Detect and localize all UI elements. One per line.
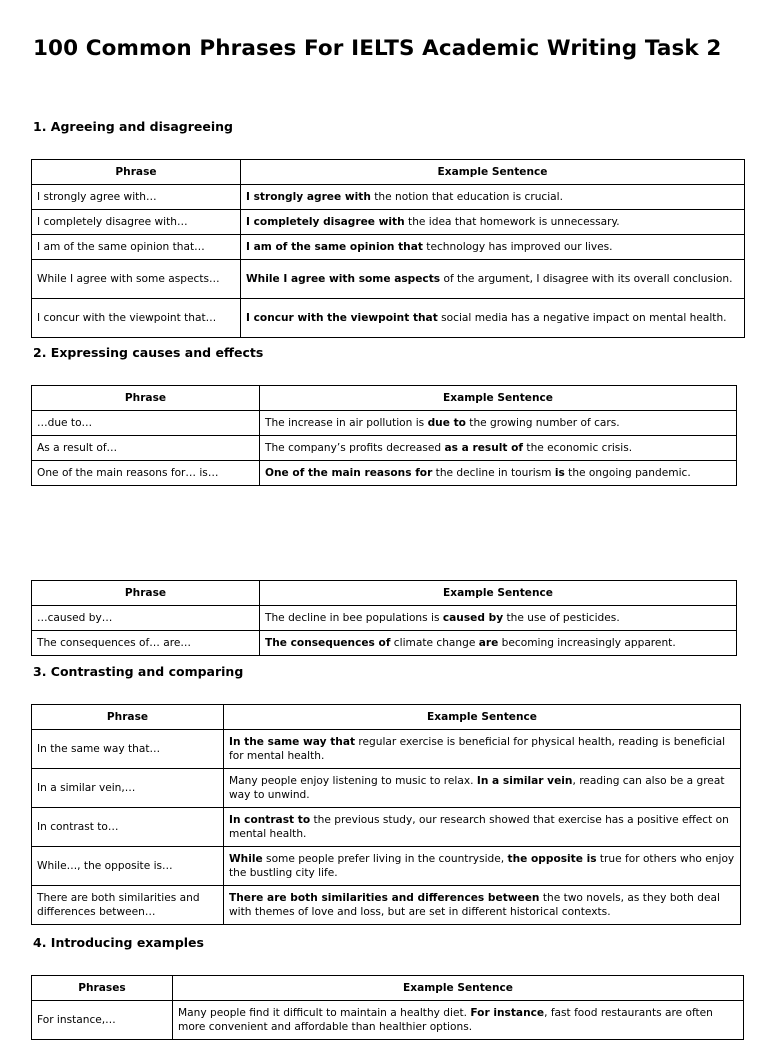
- phrase-cell: For instance,…: [32, 1001, 173, 1040]
- table-row: [32, 1001, 744, 1040]
- phrase-cell: I completely disagree with…: [32, 210, 241, 235]
- example-sentence-cell: The increase in air pollution is due to the growing number of cars.: [260, 411, 737, 436]
- key-phrase: the opposite is: [507, 853, 597, 865]
- key-phrase: I strongly agree with: [246, 191, 371, 203]
- example-sentence-cell: I am of the same opinion that technology has improved our lives.: [241, 235, 745, 260]
- phrase-cell: In a similar vein,…: [32, 769, 224, 808]
- table-row: [32, 769, 741, 808]
- phrase-cell: …due to…: [32, 411, 260, 436]
- table-row: [32, 631, 737, 656]
- example-sentence-cell: The consequences of climate change are becoming increasingly apparent.: [260, 631, 737, 656]
- key-phrase: are: [478, 637, 499, 649]
- key-phrase: due to: [427, 417, 466, 429]
- header-example-sentence: Example Sentence: [260, 386, 737, 411]
- key-phrase: One of the main reasons for: [265, 467, 433, 479]
- table-row: [32, 411, 737, 436]
- key-phrase: as a result of: [444, 442, 524, 454]
- phrase-cell: I am of the same opinion that…: [32, 235, 241, 260]
- table-row: [32, 235, 745, 260]
- page-title: 100 Common Phrases For IELTS Academic Writing Task 2: [33, 36, 722, 61]
- table-header-row: [32, 160, 745, 185]
- phrase-cell: As a result of…: [32, 436, 260, 461]
- phrases-table-agreeing: [31, 159, 745, 338]
- phrases-table-causes-effects-2: [31, 580, 737, 656]
- example-sentence-cell: The decline in bee populations is caused by the use of pesticides.: [260, 606, 737, 631]
- header-phrase: Phrase: [32, 581, 260, 606]
- header-example-sentence: Example Sentence: [173, 976, 744, 1001]
- phrase-cell: One of the main reasons for… is…: [32, 461, 260, 486]
- header-phrase: Phrase: [32, 705, 224, 730]
- phrase-cell: In contrast to…: [32, 808, 224, 847]
- phrase-cell: The consequences of… are…: [32, 631, 260, 656]
- table-header-row: [32, 705, 741, 730]
- example-sentence-cell: One of the main reasons for the decline in tourism is the ongoing pandemic.: [260, 461, 737, 486]
- key-phrase: I concur with the viewpoint that: [246, 312, 438, 324]
- example-sentence-cell: Many people find it difficult to maintain a healthy diet. For instance, fast food restaurants are often more convenient and affordable than healthier options.: [173, 1001, 744, 1040]
- example-sentence-cell: In contrast to the previous study, our research showed that exercise has a positive effect on mental health.: [224, 808, 741, 847]
- table-row: [32, 847, 741, 886]
- header-example-sentence: Example Sentence: [241, 160, 745, 185]
- phrase-cell: While…, the opposite is…: [32, 847, 224, 886]
- table-row: [32, 210, 745, 235]
- key-phrase: While I agree with some aspects: [246, 273, 441, 285]
- table-row: [32, 606, 737, 631]
- header-phrase: Phrase: [32, 386, 260, 411]
- table-row: [32, 461, 737, 486]
- example-sentence-cell: In the same way that regular exercise is beneficial for physical health, reading is beneficial for mental health.: [224, 730, 741, 769]
- example-sentence-cell: The company’s profits decreased as a result of the economic crisis.: [260, 436, 737, 461]
- table-row: [32, 730, 741, 769]
- example-sentence-cell: Many people enjoy listening to music to relax. In a similar vein, reading can also be a great way to unwind.: [224, 769, 741, 808]
- phrases-table-examples: [31, 975, 744, 1040]
- header-example-sentence: Example Sentence: [224, 705, 741, 730]
- example-sentence-cell: I concur with the viewpoint that social media has a negative impact on mental health.: [241, 299, 745, 338]
- table-row: [32, 808, 741, 847]
- table-row: [32, 185, 745, 210]
- table-row: [32, 299, 745, 338]
- key-phrase: For instance: [470, 1007, 545, 1019]
- example-sentence-cell: I completely disagree with the idea that homework is unnecessary.: [241, 210, 745, 235]
- phrases-table-contrasting: [31, 704, 741, 925]
- key-phrase: is: [554, 467, 565, 479]
- key-phrase: There are both similarities and differences between: [229, 892, 540, 904]
- key-phrase: In contrast to: [229, 814, 311, 826]
- phrases-table-causes-effects-1: [31, 385, 737, 486]
- table-row: [32, 260, 745, 299]
- example-sentence-cell: I strongly agree with the notion that education is crucial.: [241, 185, 745, 210]
- header-phrase: Phrase: [32, 160, 241, 185]
- phrase-cell: I concur with the viewpoint that…: [32, 299, 241, 338]
- example-sentence-cell: While I agree with some aspects of the argument, I disagree with its overall conclusion.: [241, 260, 745, 299]
- phrase-cell: …caused by…: [32, 606, 260, 631]
- header-example-sentence: Example Sentence: [260, 581, 737, 606]
- key-phrase: In a similar vein: [476, 775, 573, 787]
- header-phrase: Phrases: [32, 976, 173, 1001]
- key-phrase: I completely disagree with: [246, 216, 405, 228]
- key-phrase: caused by: [442, 612, 504, 624]
- table-row: [32, 886, 741, 925]
- key-phrase: While: [229, 853, 263, 865]
- section-heading-examples: 4. Introducing examples: [33, 935, 204, 950]
- phrase-cell: In the same way that…: [32, 730, 224, 769]
- key-phrase: In the same way that: [229, 736, 356, 748]
- section-heading-contrasting: 3. Contrasting and comparing: [33, 664, 244, 679]
- table-header-row: [32, 976, 744, 1001]
- example-sentence-cell: While some people prefer living in the countryside, the opposite is true for others who enjoy the bustling city life.: [224, 847, 741, 886]
- phrase-cell: I strongly agree with…: [32, 185, 241, 210]
- phrase-cell: There are both similarities and differences between…: [32, 886, 224, 925]
- phrase-cell: While I agree with some aspects…: [32, 260, 241, 299]
- table-header-row: [32, 581, 737, 606]
- example-sentence-cell: There are both similarities and differences between the two novels, as they both deal with themes of love and loss, but are set in different historical contexts.: [224, 886, 741, 925]
- section-heading-agreeing: 1. Agreeing and disagreeing: [33, 119, 233, 134]
- table-header-row: [32, 386, 737, 411]
- key-phrase: The consequences of: [265, 637, 391, 649]
- table-row: [32, 436, 737, 461]
- section-heading-causes-effects: 2. Expressing causes and effects: [33, 345, 264, 360]
- key-phrase: I am of the same opinion that: [246, 241, 423, 253]
